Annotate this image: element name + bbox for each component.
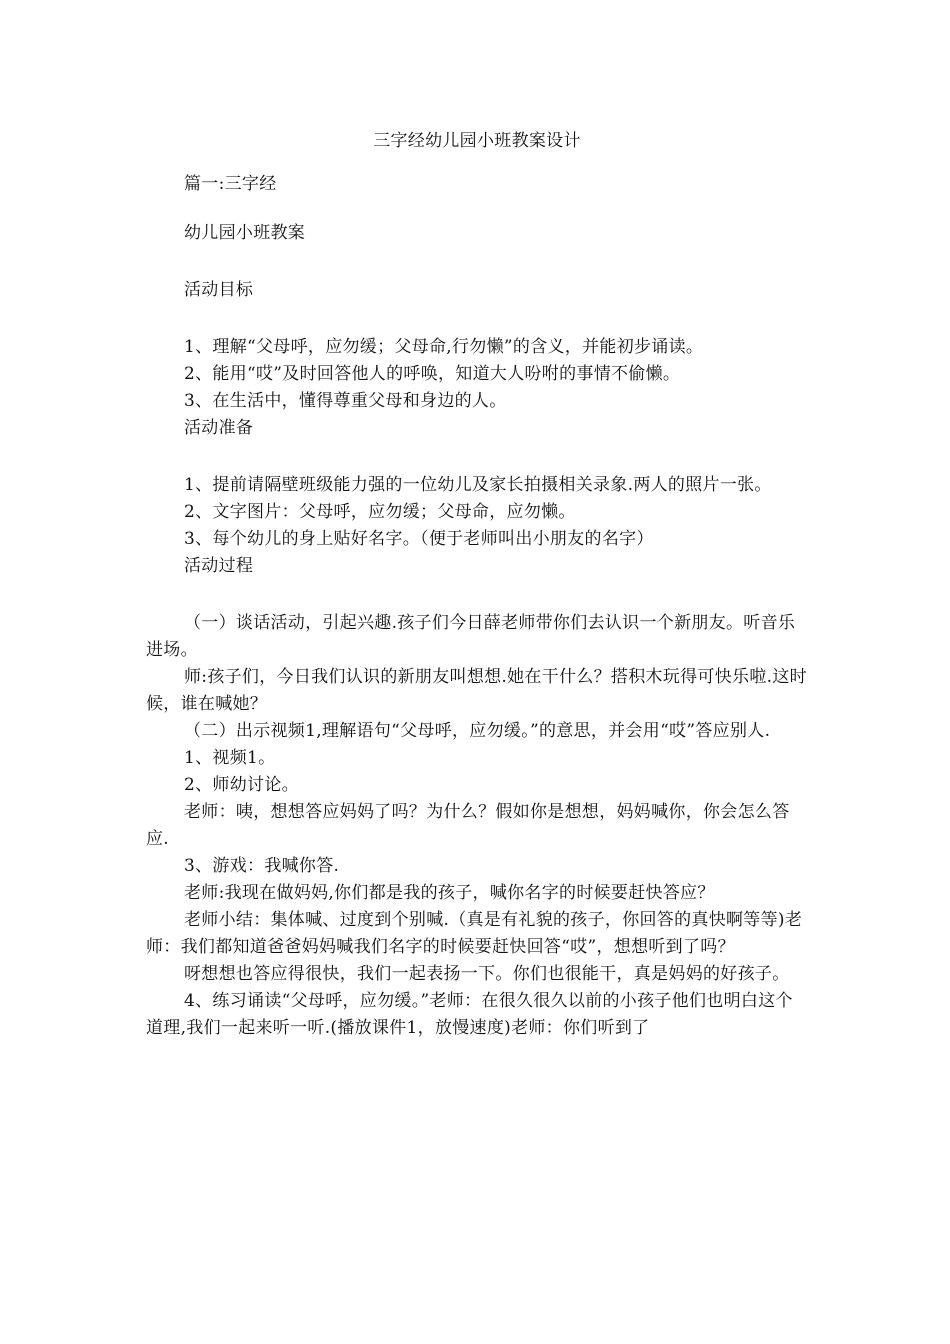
paragraph: 老师小结：集体喊、过度到个别喊.（真是有礼貌的孩子，你回答的真快啊等等)老师：我们都知道爸爸妈妈喊我们名字的时候要赶快回答“哎”，想想听到了吗？ [146, 910, 803, 957]
paragraph: 1、理解“父母呼，应勿缓；父母命,行勿懒”的含义，并能初步诵读。 [184, 337, 704, 357]
paragraph: 2、能用“哎”及时回答他人的呼唤，知道大人吩咐的事情不偷懒。 [184, 364, 681, 384]
paragraph: 1、视频1。 [184, 748, 276, 768]
paragraph: 呀想想也答应得很快，我们一起表扬一下。你们也很能干，真是妈妈的好孩子。 [184, 964, 790, 984]
paragraph: （二）出示视频1,理解语句“父母呼，应勿缓。”的意思，并会用“哎”答应别人. [184, 721, 771, 741]
paragraph: 师:孩子们，今日我们认识的新朋友叫想想.她在干什么？搭积木玩得可快乐啦.这时候，谁在喊她？ [146, 667, 807, 714]
paragraph: 3、游戏：我喊你答. [184, 856, 340, 876]
paragraph: 4、练习诵读“父母呼，应勿缓。”老师：在很久很久以前的小孩子他们也明白这个道理,我们一起来听一听.(播放课件1，放慢速度)老师：你们听到了 [146, 991, 793, 1038]
paragraph: （一）谈话活动，引起兴趣.孩子们今日薛老师带你们去认识一个新朋友。听音乐进场。 [146, 613, 796, 660]
paragraph: 3、每个幼儿的身上贴好名字。（便于老师叫出小朋友的名字） [184, 529, 654, 549]
paragraph: 2、文字图片：父母呼，应勿缓；父母命，应勿懒。 [184, 502, 576, 522]
document-body [146, 128, 808, 1042]
section-heading: 篇一:三字经 [184, 174, 277, 194]
paragraph: 3、在生活中，懂得尊重父母和身边的人。 [184, 391, 507, 411]
section-heading: 活动准备 [184, 418, 254, 438]
section-heading: 活动目标 [184, 280, 254, 300]
section-heading: 活动过程 [184, 556, 254, 576]
document-title: 三字经幼儿园小班教案设计 [373, 131, 581, 151]
paragraph: 老师:我现在做妈妈,你们都是我的孩子，喊你名字的时候要赶快答应？ [184, 883, 715, 903]
paragraph: 老师：咦，想想答应妈妈了吗？为什么？假如你是想想，妈妈喊你，你会怎么答应. [146, 802, 790, 849]
subheading: 幼儿园小班教案 [184, 223, 306, 243]
paragraph: 1、提前请隔壁班级能力强的一位幼儿及家长拍摄相关录象.两人的照片一张。 [184, 475, 772, 495]
paragraph: 2、师幼讨论。 [184, 775, 299, 795]
